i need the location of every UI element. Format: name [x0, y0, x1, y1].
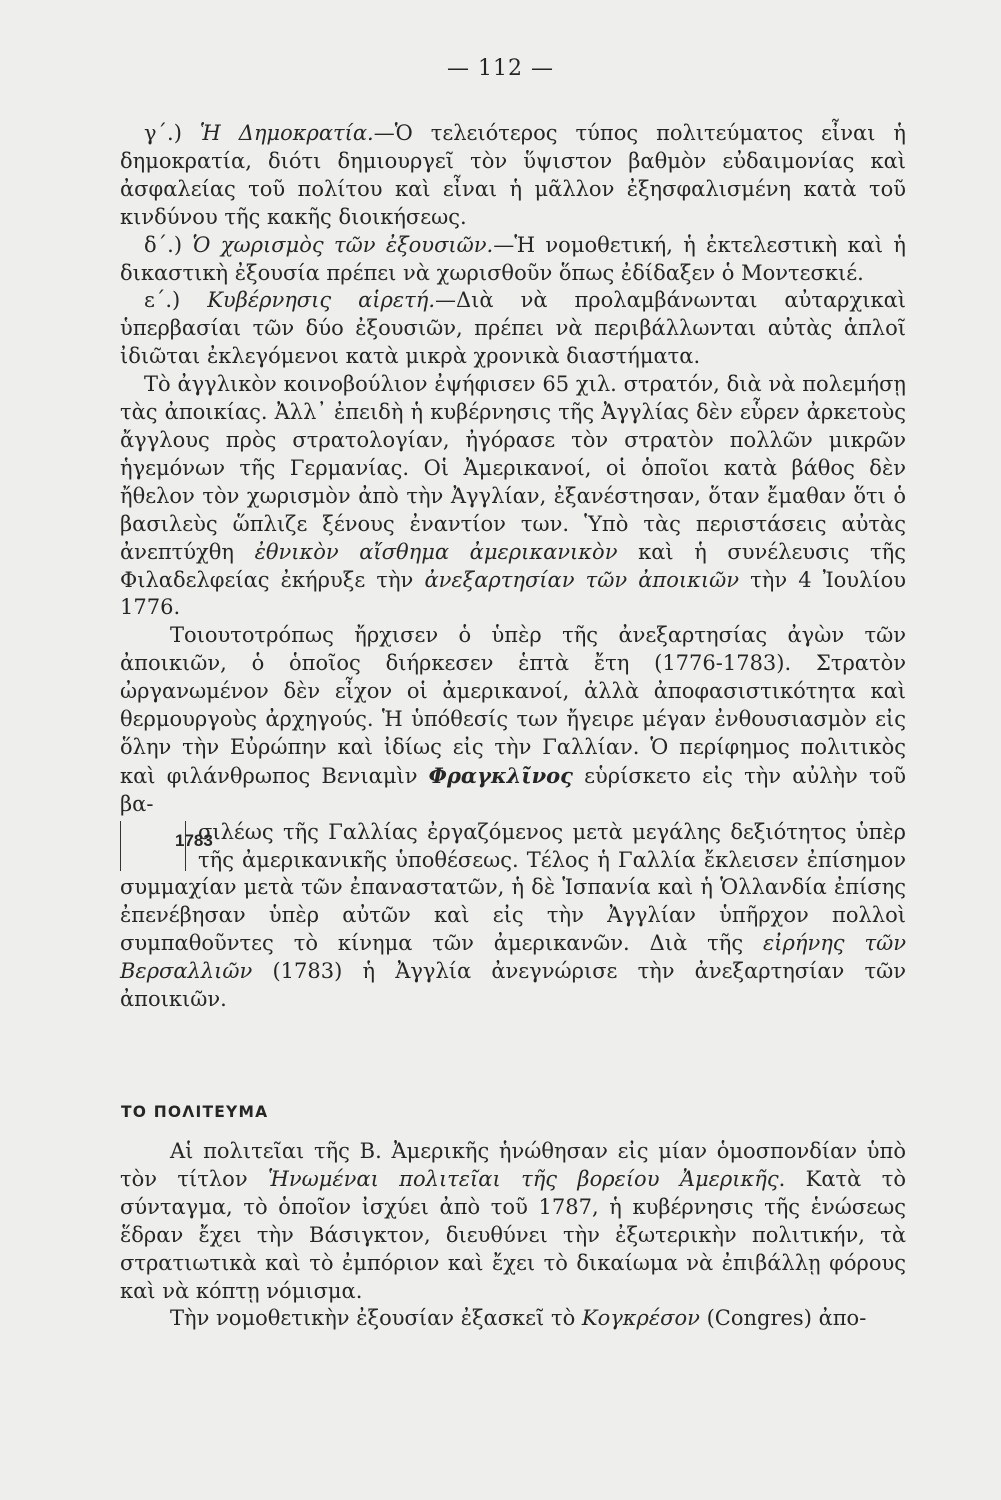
paragraph-democracy [120, 120, 906, 232]
emphasis-run: ἀνεξαρτησίαν τῶν ἀποικιῶν [424, 567, 739, 592]
paragraph-federation [120, 1138, 906, 1305]
section-heading: ΤΟ ΠΟΛΙΤΕΥΜΑ [121, 1103, 269, 1121]
item-title: Ἡ Δημοκρατία. [199, 121, 374, 145]
item-label: δ΄.) [144, 232, 193, 257]
item-text: —Διὰ νὰ προλαμβάνωνται αὐταρχικαὶ ὑπερβασίαι τῶν δύο ἐξουσιῶν, πρέπει νὰ περιβάλλωνται αὐτὰς ἁπλοῖ ἰδιῶται ἐκλεγόμενοι κατὰ μικρὰ χρονικὰ διαστήματα. [120, 288, 907, 369]
margin-year-box [120, 821, 213, 871]
text-run: καὶ ἡ συνέλευσις τῆς Φιλαδελφείας ἐκήρυξε τὴν [120, 539, 906, 592]
text-run: Τὸ ἀγγλικὸν κοινοβούλιον ἐψήφισεν 65 χιλ. στρατόν, διὰ νὰ πολεμήσῃ τὰς ἀποικίας. Ἀλλ᾽ ἐπειδὴ ἡ κυβέρνησις τῆς Ἀγγλίας δὲν εὗρεν ἀρκετοὺς ἄγγλους πρὸς στρατολογίαν, ἠγόρασε τὸν στρατὸν πολλῶν μικρῶν ἡγεμόνων τῆς Γερμανίας. Οἱ Ἀμερικανοί, οἱ ὁποῖοι κατὰ βάθος δὲν ἤθελον τὸν χωρισμὸν ἀπὸ τὴν Ἀγγλίαν, ἐξανέστησαν, ὅταν ἔμαθαν ὅτι ὁ βασιλεὺς ὥπλιζε ξένους ἐναντίον των. Ὑπὸ τὰς περιστάσεις αὐτὰς ἀνεπτύχθη [120, 372, 906, 564]
item-title: Ὁ χωρισμὸς τῶν ἐξουσιῶν. [192, 232, 494, 257]
emphasis-run: Κογκρέσον [581, 1306, 700, 1331]
margin-year: 1783 [175, 830, 213, 850]
page-number: — 112 — [447, 56, 554, 81]
paragraph-separation-of-powers [120, 232, 906, 288]
emphasis-run: ἐθνικὸν αἴσθημα ἀμερικανικὸν [254, 539, 618, 564]
item-text: —Ὁ τελειότερος τύπος πολιτεύματος εἶναι ἡ δημοκρατία, διότι δημιουργεῖ τὸν ὕψιστον βαθμὸν εὐδαιμονίας καὶ ἀσφαλείας τοῦ πολίτου καὶ εἶναι ἡ μᾶλλον ἐξησφαλισμένη κατὰ τοῦ κινδύνου τῆς κακῆς διοικήσεως. [120, 121, 906, 229]
body-text-section [120, 1138, 906, 1333]
paragraph-elected-government [120, 287, 906, 371]
text-run: τὴν 4 Ἰουλίου 1776. [120, 567, 907, 620]
item-label: ε΄.) [144, 288, 208, 313]
text-run: εὑρίσκετο εἰς τὴν αὐλὴν τοῦ βα- [120, 763, 906, 816]
item-label: γ΄.) [144, 121, 200, 145]
paragraph-congress [120, 1305, 906, 1333]
text-run: (1783) ἡ Ἀγγλία ἀνεγνώρισε τὴν ἀνεξαρτησίαν τῶν ἀποικιῶν. [120, 959, 906, 1012]
paragraph-war-of-independence [120, 622, 906, 1014]
text-run: Αἱ πολιτεῖαι τῆς Β. Ἀμερικῆς ἡνώθησαν εἰς μίαν ὁμοσπονδίαν ὑπὸ τὸν τίτλον [120, 1139, 906, 1191]
body-text [120, 120, 906, 1014]
item-title: Κυβέρνησις αἱρετή. [207, 288, 436, 313]
emphasis-run: εἰρήνης τῶν Βερσαλλιῶν [120, 931, 906, 984]
text-run: Τὴν νομοθετικὴν ἐξουσίαν ἐξασκεῖ τὸ [170, 1306, 582, 1331]
paragraph-independence [120, 371, 906, 622]
text-run: (Congres) ἀπο- [699, 1306, 867, 1331]
name-franklin: Φραγκλῖνος [428, 762, 573, 788]
text-run: . Κατὰ τὸ σύνταγμα, τὸ ὁποῖον ἰσχύει ἀπὸ τοῦ 1787, ἡ κυβέρνησις τῆς ἑνώσεως ἕδραν ἔχει τὴν Βάσιγκτον, διευθύνει τὴν ἐξωτερικὴν πολιτικήν, τὰ στρατιωτικὰ καὶ τὸ ἐμπόριον καὶ ἔχει τὸ δικαίωμα νὰ ἐπιβάλλῃ φόρους καὶ νὰ κόπτῃ νόμισμα. [120, 1166, 906, 1303]
text-run: σιλέως τῆς Γαλλίας ἐργαζόμενος μετὰ μεγάλης δεξιότητος ὑπὲρ τῆς ἀμερικανικῆς ὑποθέσεως. Τέλος ἡ Γαλλία ἔκλεισεν ἐπίσημον συμμαχίαν μετὰ τῶν ἐπαναστατῶν, ἡ δὲ Ἱσπανία καὶ ἡ Ὁλλανδία ἐπίσης ἐπενέβησαν ὑπὲρ αὐτῶν καὶ εἰς τὴν Ἀγγλίαν ὑπῆρχον πολλοὶ συμπαθοῦντες τὸ κίνημα τῶν ἀμερικανῶν. Διὰ τῆς [120, 819, 906, 956]
emphasis-run: Ἡνωμέναι πολιτεῖαι τῆς βορείου Ἀμερικῆς [267, 1166, 779, 1191]
item-text: —Ἡ νομοθετική, ἡ ἐκτελεστικὴ καὶ ἡ δικαστικὴ ἐξουσία πρέπει νὰ χωρισθοῦν ὅπως ἐδίδαξεν ὁ Μοντεσκιέ. [120, 232, 906, 285]
text-run: Τοιουτοτρόπως ἤρχισεν ὁ ὑπὲρ τῆς ἀνεξαρτησίας ἀγὼν τῶν ἀποικιῶν, ὁ ὁποῖος διήρκεσεν ἑπτὰ ἔτη (1776-1783). Στρατὸν ὠργανωμένον δὲν εἶχον οἱ ἀμερικανοί, ἀλλὰ ἀποφασιστικότητα καὶ θερμουργοὺς ἀρχηγούς. Ἡ ὑπόθεσίς των ἤγειρε μέγαν ἐνθουσιασμὸν εἰς ὅλην τὴν Εὐρώπην καὶ ἰδίως εἰς τὴν Γαλλίαν. Ὁ περίφημος πολιτικὸς καὶ φιλάνθρωπος Βενιαμὶν [120, 623, 906, 788]
